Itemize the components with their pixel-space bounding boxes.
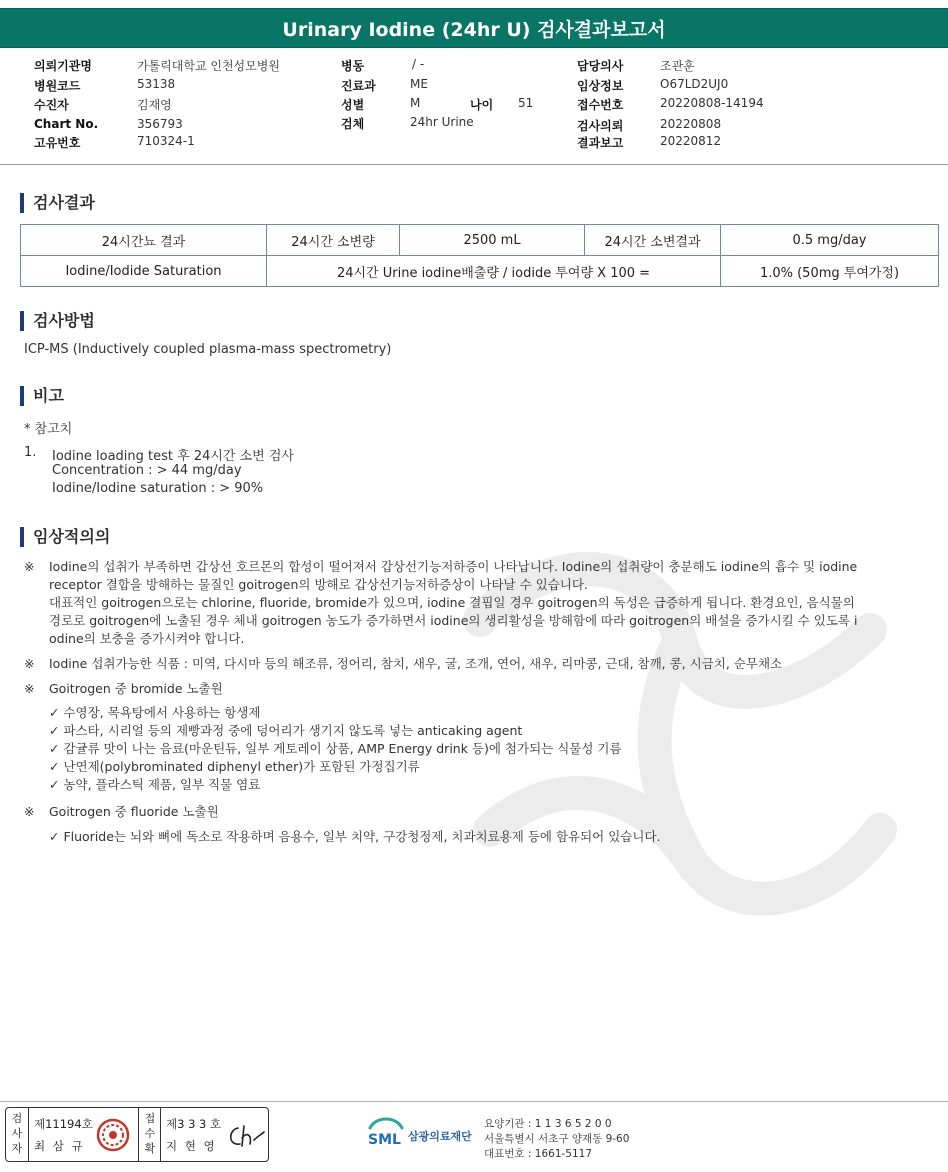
info-specimen: 검체 <box>341 117 365 131</box>
table-cell: Iodine/Iodide Saturation <box>21 256 267 287</box>
note-line: Concentration : > 44 mg/day <box>52 463 242 478</box>
divider <box>138 1108 139 1161</box>
section-title-result: 검사결과 <box>20 193 95 213</box>
bromide-item: ✓ 난연제(polybrominated diphenyl ether)가 포함된 가정집기류 <box>49 759 420 774</box>
divider <box>28 1108 29 1161</box>
info-receipt-no-value: 20220808-14194 <box>660 96 764 110</box>
section-title-clinical: 임상적의의 <box>20 527 110 547</box>
table-cell: 0.5 mg/day <box>721 225 939 256</box>
result-table <box>20 224 939 287</box>
info-request-date-value: 20220808 <box>660 117 722 131</box>
tester-name: 최 삼 규 <box>34 1139 85 1153</box>
tester-license: 제11194호 <box>34 1117 93 1131</box>
note-reference: * 참고치 <box>24 422 73 437</box>
section-title-method: 검사방법 <box>20 311 95 331</box>
info-report-date: 결과보고 <box>577 136 624 150</box>
organization-name: 삼광의료재단 <box>408 1130 472 1143</box>
info-patient: 수진자 <box>34 98 69 112</box>
info-sex-value: M <box>410 96 421 110</box>
table-cell: 2500 mL <box>400 225 585 256</box>
handwritten-signature <box>226 1122 266 1150</box>
clinical-paragraph-line: 경로로 goitrogen에 노출된 경우 체내 goitrogen 농도가 증가하면서 iodine의 생리활성을 방해함에 따라 goitrogen의 배설을 증가시킬 수 있도록 i <box>49 613 858 628</box>
tester-label: 검 사 자 <box>11 1112 23 1155</box>
info-report-date-value: 20220812 <box>660 134 722 148</box>
bromide-item: ✓ 감귤류 맛이 나는 음료(마운틴듀, 일부 게토레이 상품, AMP Energy drink 등)에 첨가되는 식물성 기름 <box>49 741 622 756</box>
info-doctor: 담당의사 <box>577 59 624 73</box>
info-clinical-info: 임상정보 <box>577 79 624 93</box>
svg-text:SML: SML <box>368 1132 401 1148</box>
clinical-fluoride-heading: Goitrogen 중 fluoride 노출원 <box>49 804 219 819</box>
info-request-date: 검사의뢰 <box>577 119 624 133</box>
table-cell: 24시간 소변결과 <box>585 225 721 256</box>
info-clinical-info-value: O67LD2UJ0 <box>660 77 729 91</box>
info-institution: 의뢰기관명 <box>34 59 92 73</box>
info-unique-id: 고유번호 <box>34 136 81 150</box>
seal-stamp <box>96 1118 130 1152</box>
info-chart-no: Chart No. <box>34 117 99 131</box>
divider <box>160 1108 161 1161</box>
bromide-item: ✓ 파스타, 시리얼 등의 제빵과정 중에 덩어리가 생기지 않도록 넣는 anticaking agent <box>49 723 523 738</box>
footer-divider <box>0 1101 948 1102</box>
info-ward-value: / - <box>412 57 425 71</box>
table-cell: 1.0% (50mg 투여가정) <box>721 256 939 287</box>
clinical-food-list: Iodine 섭취가능한 식품 : 미역, 다시마 등의 해조류, 정어리, 참치, 새우, 굴, 조개, 연어, 새우, 리마콩, 근대, 참깨, 콩, 시금치, 순무채소 <box>49 656 783 671</box>
method-text: ICP-MS (Inductively coupled plasma-mass spectrometry) <box>24 342 392 357</box>
info-institution-value: 가톨릭대학교 인천성모병원 <box>137 59 280 73</box>
info-receipt-no: 접수번호 <box>577 98 624 112</box>
fluoride-item: ✓ Fluoride는 뇌와 뼈에 독소로 작용하며 음용수, 일부 치약, 구강청정제, 치과치료용제 등에 함유되어 있습니다. <box>49 829 661 844</box>
sml-logo-icon <box>366 1114 406 1152</box>
clinical-mark: ※ <box>24 656 35 671</box>
info-age: 나이 <box>470 98 494 112</box>
receipt-license: 제3 3 3 호 <box>166 1117 222 1131</box>
address: 서울특별시 서초구 양재동 9-60 <box>484 1133 630 1145</box>
info-chart-no-value: 356793 <box>137 117 183 131</box>
info-sex: 성별 <box>341 98 365 112</box>
table-cell: 24시간뇨 결과 <box>21 225 267 256</box>
info-hospital-code-value: 53138 <box>137 77 176 91</box>
report-title: Urinary Iodine (24hr U) 검사결과보고서 <box>0 8 948 48</box>
section-title-note: 비고 <box>20 386 64 406</box>
clinical-paragraph-line: 대표적인 goitrogen으로는 chlorine, fluoride, bromide가 있으며, iodine 결핍일 경우 goitrogen의 독성은 급증하게 됩니다. 환경요인, 음식물의 <box>49 595 855 610</box>
info-hospital-code: 병원코드 <box>34 79 81 93</box>
clinical-mark: ※ <box>24 559 35 574</box>
receipt-label: 접 수 확 <box>144 1112 156 1155</box>
clinical-paragraph-line: odine의 보충을 증가시켜야 합니다. <box>49 631 245 646</box>
institution-code: 요양기관 : 1 1 3 6 5 2 0 0 <box>484 1118 612 1130</box>
note-number: 1. <box>24 445 37 460</box>
info-patient-value: 김재영 <box>137 98 172 112</box>
header-divider <box>0 164 948 165</box>
table-row <box>21 256 939 287</box>
info-doctor-value: 조관훈 <box>660 59 695 73</box>
signature-box <box>5 1107 269 1162</box>
info-specimen-value: 24hr Urine <box>410 115 474 129</box>
table-row <box>21 225 939 256</box>
info-department: 진료과 <box>341 79 376 93</box>
clinical-mark: ※ <box>24 681 35 696</box>
bromide-item: ✓ 수영장, 목욕탕에서 사용하는 항생제 <box>49 705 261 720</box>
info-ward: 병동 <box>341 59 365 73</box>
info-department-value: ME <box>410 77 428 91</box>
clinical-mark: ※ <box>24 804 35 819</box>
clinical-bromide-heading: Goitrogen 중 bromide 노출원 <box>49 681 223 696</box>
note-line: Iodine loading test 후 24시간 소변 검사 <box>52 449 294 464</box>
table-cell: 24시간 소변량 <box>267 225 400 256</box>
info-age-value: 51 <box>518 96 534 110</box>
note-line: Iodine/Iodine saturation : > 90% <box>52 481 264 496</box>
table-cell: 24시간 Urine iodine배출량 / iodide 투여량 X 100 = <box>267 256 721 287</box>
info-unique-id-value: 710324-1 <box>137 134 195 148</box>
clinical-paragraph-line: Iodine의 섭취가 부족하면 갑상선 호르몬의 합성이 떨어져서 갑상선기능저하증이 나타납니다. Iodine의 섭취량이 충분해도 iodine의 흡수 및 iodine <box>49 559 858 574</box>
receipt-name: 지 현 영 <box>166 1139 217 1153</box>
clinical-paragraph-line: receptor 결합을 방해하는 물질인 goitrogen의 방해로 갑상선기능저하증상이 나타날 수 있습니다. <box>49 577 588 592</box>
bromide-item: ✓ 농약, 플라스틱 제품, 일부 직물 염료 <box>49 777 261 792</box>
phone: 대표번호 : 1661-5117 <box>484 1148 593 1160</box>
